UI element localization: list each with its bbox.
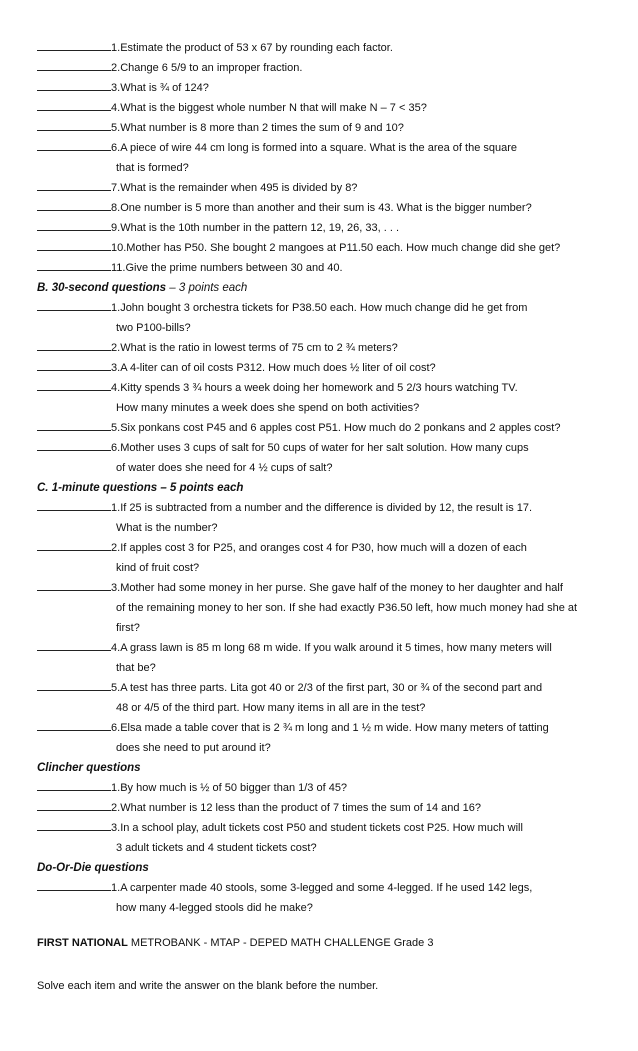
answer-blank[interactable] [37,719,111,731]
question-text: Mother had some money in her purse. She gave half of the money to her daughter and half [120,582,563,594]
section-c-heading [0,478,638,498]
question-text: A 4-liter can of oil costs P312. How much does ½ liter of oil cost? [120,362,436,374]
contest-title-rest: METROBANK - MTAP - DEPED MATH CHALLENGE Grade 3 [127,937,434,949]
answer-blank[interactable] [37,119,111,131]
question-number: 10. [111,242,127,254]
contest-title-bold: FIRST NATIONAL [37,937,128,949]
question-text: One number is 5 more than another and their sum is 43. What is the bigger number? [120,202,532,214]
question-number: 7. [111,182,121,194]
section-c-title: C. 1-minute questions – 5 points each [37,482,244,494]
question-number: 5. [111,422,121,434]
question-text: What is the 10th number in the pattern 12, 19, 26, 33, . . . [120,222,400,234]
question-text: Kitty spends 3 ¾ hours a week doing her homework and 5 2/3 hours watching TV. [120,382,518,394]
question-number: 2. [111,802,121,814]
section-b-heading [0,278,638,298]
question-number: 4. [111,642,121,654]
question-text: A carpenter made 40 stools, some 3-legged and some 4-legged. If he used 142 legs, [120,882,533,894]
answer-blank[interactable] [37,779,111,791]
clincher-title: Clincher questions [37,762,141,774]
question-text: Six ponkans cost P45 and 6 apples cost P51. How much do 2 ponkans and 2 apples cost? [120,422,561,434]
answer-blank[interactable] [37,639,111,651]
question-text: Give the prime numbers between 30 and 40. [125,262,343,274]
question-number: 3. [111,822,121,834]
question-number: 4. [111,382,121,394]
question-number: 3. [111,82,121,94]
answer-blank[interactable] [37,39,111,51]
question-text: What number is 8 more than 2 times the sum of 9 and 10? [120,122,404,134]
part-b-questions [0,298,638,478]
question-text: If apples cost 3 for P25, and oranges cost 4 for P30, how much will a dozen of each [120,542,527,554]
question-row [0,238,638,258]
answer-blank[interactable] [37,439,111,451]
question-number: 1. [111,882,121,894]
question-text: John bought 3 orchestra tickets for P38.50 each. How much change did he get from [120,302,528,314]
question-row [0,818,638,838]
question-number: 1. [111,782,121,794]
question-continuation: 3 adult tickets and 4 student tickets cost? [116,842,317,854]
question-continuation: that is formed? [116,162,189,174]
question-text: A grass lawn is 85 m long 68 m wide. If you walk around it 5 times, how many meters will [120,642,552,654]
question-continuation: How many minutes a week does she spend on both activities? [116,402,420,414]
question-text: What is the remainder when 495 is divided by 8? [120,182,358,194]
question-text: A test has three parts. Lita got 40 or 2/3 of the first part, 30 or ¾ of the second part and [120,682,543,694]
question-text: By how much is ½ of 50 bigger than 1/3 of 45? [120,782,348,794]
answer-blank[interactable] [37,179,111,191]
question-row [0,78,638,98]
answer-blank[interactable] [37,379,111,391]
question-continuation: 48 or 4/5 of the third part. How many items in all are in the test? [116,702,426,714]
question-text: If 25 is subtracted from a number and the difference is divided by 12, the result is 17. [120,502,533,514]
question-number: 5. [111,122,121,134]
answer-blank[interactable] [37,359,111,371]
question-number: 1. [111,502,121,514]
question-row [0,878,638,898]
do-or-die-title: Do-Or-Die questions [37,862,149,874]
answer-blank[interactable] [37,579,111,591]
question-text: What is ¾ of 124? [120,82,209,94]
answer-blank[interactable] [37,239,111,251]
question-continuation: of the remaining money to her son. If she had exactly P36.50 left, how much money had she at [116,602,578,614]
question-row [0,778,638,798]
question-row [0,178,638,198]
section-b-title: B. 30-second questions [37,282,167,294]
question-number: 6. [111,142,121,154]
answer-blank[interactable] [37,339,111,351]
question-continuation: how many 4-legged stools did he make? [116,902,313,914]
question-number: 4. [111,102,121,114]
part-a-questions [0,38,638,278]
question-continuation: does she need to put around it? [116,742,271,754]
question-row [0,198,638,218]
question-row [0,118,638,138]
question-text: A piece of wire 44 cm long is formed into a square. What is the area of the square [120,142,518,154]
question-row [0,578,638,598]
question-row [0,798,638,818]
question-text: What is the biggest whole number N that will make N – 7 < 35? [120,102,427,114]
question-number: 6. [111,722,121,734]
question-text: Estimate the product of 53 x 67 by rounding each factor. [120,42,393,54]
answer-blank[interactable] [37,299,111,311]
question-row [0,418,638,438]
question-number: 3. [111,362,121,374]
part-c-questions [0,498,638,758]
question-row [0,438,638,458]
answer-blank[interactable] [37,199,111,211]
question-row [0,98,638,118]
question-number: 11. [111,262,126,274]
answer-blank[interactable] [37,819,111,831]
question-number: 6. [111,442,121,454]
question-row [0,358,638,378]
section-b-points: – 3 points each [166,282,248,294]
question-row [0,218,638,238]
question-number: 9. [111,222,121,234]
answer-blank[interactable] [37,499,111,511]
question-number: 1. [111,302,121,314]
question-number: 1. [111,42,121,54]
question-text: Change 6 5/9 to an improper fraction. [120,62,303,74]
instructions: Solve each item and write the answer on the blank before the number. [37,980,379,992]
answer-blank[interactable] [37,419,111,431]
question-row [0,138,638,158]
question-number: 5. [111,682,121,694]
question-continuation: kind of fruit cost? [116,562,200,574]
answer-blank[interactable] [37,679,111,691]
question-row [0,498,638,518]
question-row [0,718,638,738]
question-text: What is the ratio in lowest terms of 75 cm to 2 ¾ meters? [120,342,398,354]
question-number: 2. [111,62,121,74]
do-or-die-heading [0,858,638,878]
question-text: In a school play, adult tickets cost P50 and student tickets cost P25. How much will [120,822,523,834]
question-text: Mother uses 3 cups of salt for 50 cups of water for her salt solution. How many cups [120,442,529,454]
question-text: Mother has P50. She bought 2 mangoes at P11.50 each. How much change did she get? [126,242,561,254]
question-continuation: first? [116,622,140,634]
question-number: 8. [111,202,121,214]
question-continuation: What is the number? [116,522,218,534]
question-row [0,678,638,698]
question-row [0,378,638,398]
answer-blank[interactable] [37,219,111,231]
question-row [0,58,638,78]
contest-title [37,937,433,949]
question-number: 2. [111,342,121,354]
answer-blank[interactable] [37,59,111,71]
answer-blank[interactable] [37,799,111,811]
question-row [0,298,638,318]
question-row [0,38,638,58]
question-number: 3. [111,582,121,594]
answer-blank[interactable] [37,99,111,111]
clincher-heading [0,758,638,778]
question-row [0,538,638,558]
question-row [0,338,638,358]
question-row [0,638,638,658]
question-continuation: two P100-bills? [116,322,191,334]
answer-blank[interactable] [37,539,111,551]
answer-blank[interactable] [37,879,111,891]
answer-blank[interactable] [37,139,111,151]
question-text: What number is 12 less than the product of 7 times the sum of 14 and 16? [120,802,481,814]
answer-blank[interactable] [37,79,111,91]
clincher-questions [0,778,638,858]
answer-blank[interactable] [37,259,111,271]
do-or-die-questions [0,878,638,918]
question-number: 2. [111,542,121,554]
question-continuation: of water does she need for 4 ½ cups of salt? [116,462,333,474]
question-continuation: that be? [116,662,156,674]
question-text: Elsa made a table cover that is 2 ¾ m long and 1 ½ m wide. How many meters of tatting [120,722,549,734]
question-row [0,258,638,278]
